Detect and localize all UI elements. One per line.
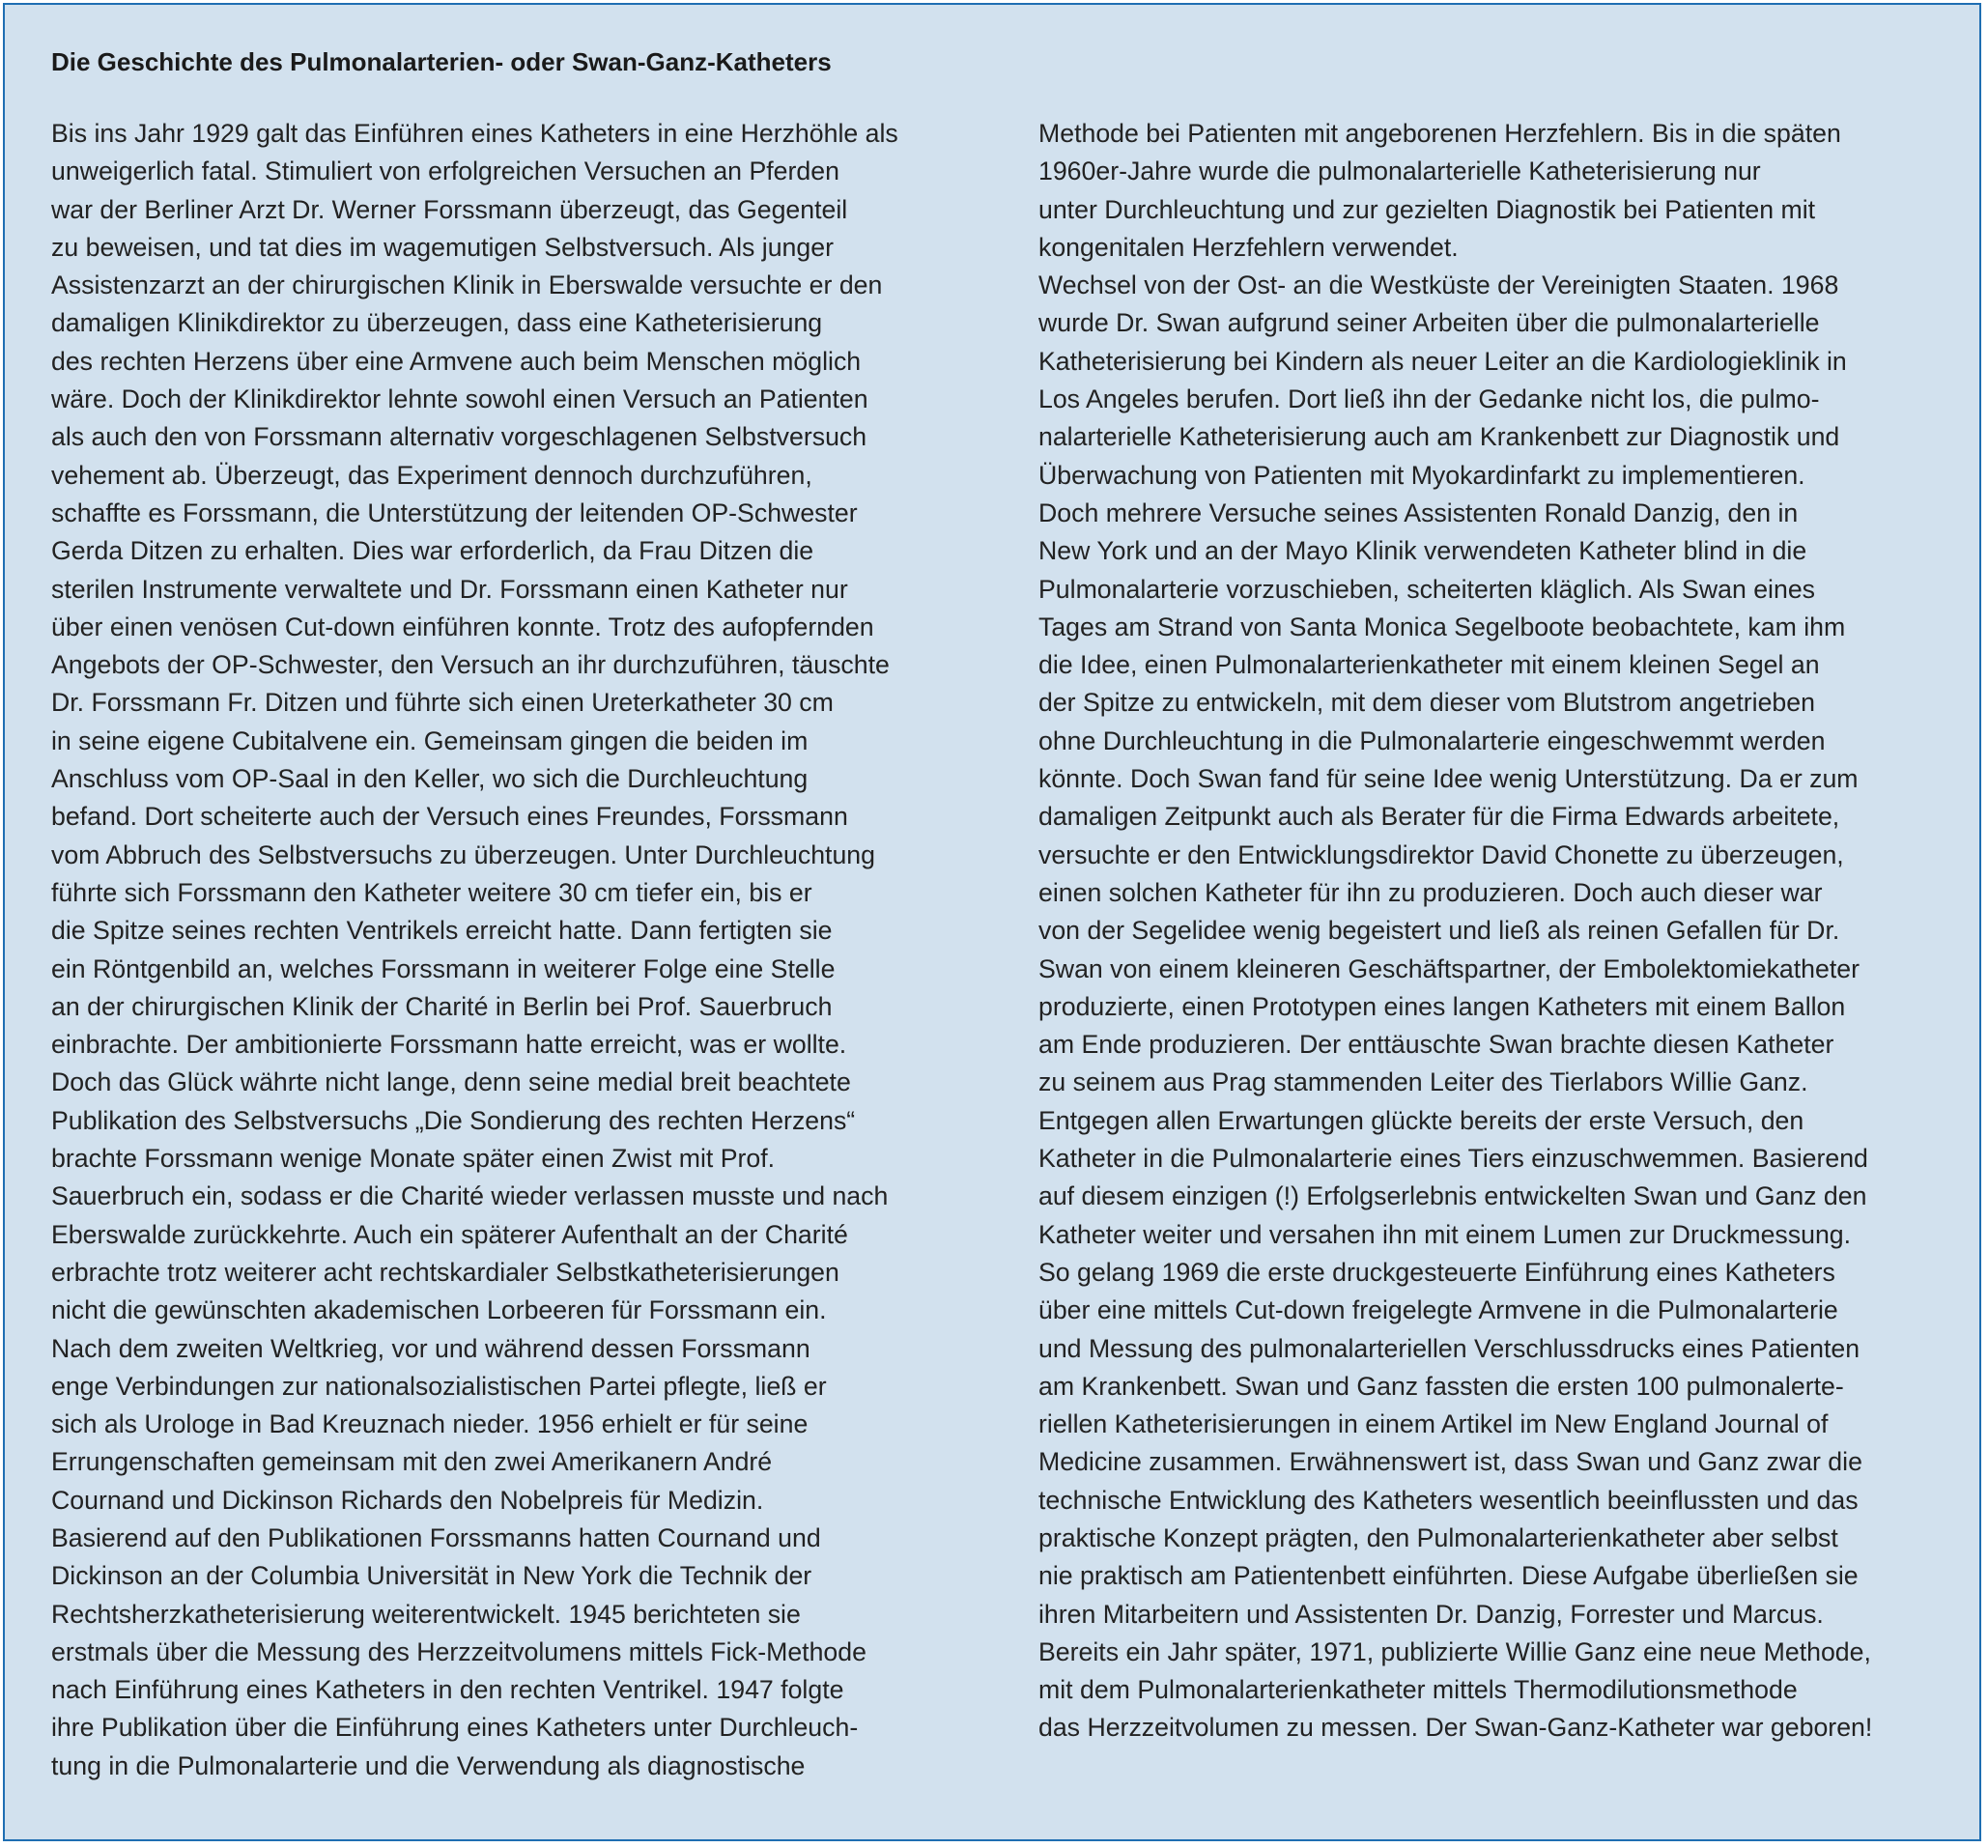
text-line: erstmals über die Messung des Herzzeitvolumens mittels Fick-Methode xyxy=(51,1636,866,1666)
text-line: einbrachte. Der ambitionierte Forssmann hatte erreicht, was er wollte. xyxy=(51,1030,847,1060)
text-line: unter Durchleuchtung und zur gezielten Diagnostik bei Patienten mit xyxy=(1038,194,1816,224)
text-line: So gelang 1969 die erste druckgesteuerte Einführung eines Katheters xyxy=(1038,1257,1835,1287)
text-line: produzierte, einen Prototypen eines langen Katheters mit einem Ballon xyxy=(1038,991,1846,1021)
text-line: über eine mittels Cut-down freigelegte Armvene in die Pulmonalarterie xyxy=(1038,1295,1838,1325)
text-line: Dr. Forssmann Fr. Ditzen und führte sich einen Ureterkatheter 30 cm xyxy=(51,688,834,718)
text-line: Swan von einem kleineren Geschäftspartner, der Embolektomiekatheter xyxy=(1038,953,1860,983)
text-line: Katheter in die Pulmonalarterie eines Tiers einzuschwemmen. Basierend xyxy=(1038,1144,1868,1174)
text-line: am Krankenbett. Swan und Ganz fassten die ersten 100 pulmonalerte- xyxy=(1038,1371,1844,1401)
text-line: kongenitalen Herzfehlern verwendet. xyxy=(1038,232,1459,262)
text-line: Nach dem zweiten Weltkrieg, vor und während dessen Forssmann xyxy=(51,1333,810,1363)
text-line: Katheterisierung bei Kindern als neuer Leiter an die Kardiologieklinik in xyxy=(1038,346,1847,376)
text-line: Anschluss vom OP-Saal in den Keller, wo sich die Durchleuchtung xyxy=(51,764,809,794)
text-line: zu beweisen, und tat dies im wagemutigen Selbstversuch. Als junger xyxy=(51,232,834,262)
text-line: Katheter weiter und versahen ihn mit einem Lumen zur Druckmessung. xyxy=(1038,1219,1852,1249)
text-line: ein Röntgenbild an, welches Forssmann in weiterer Folge eine Stelle xyxy=(51,953,836,983)
text-line: enge Verbindungen zur nationalsozialistischen Partei pflegte, ließ er xyxy=(51,1371,827,1401)
text-line: brachte Forssmann wenige Monate später einen Zwist mit Prof. xyxy=(51,1144,776,1174)
text-line: Pulmonalarterie vorzuschieben, scheiterten kläglich. Als Swan eines xyxy=(1038,574,1816,604)
text-line: zu seinem aus Prag stammenden Leiter des Tierlabors Willie Ganz. xyxy=(1038,1067,1808,1097)
text-line: einen solchen Katheter für ihn zu produzieren. Doch auch dieser war xyxy=(1038,877,1823,907)
text-line: riellen Katheterisierungen in einem Artikel im New England Journal of xyxy=(1038,1409,1829,1439)
text-line: Assistenzarzt an der chirurgischen Klinik in Eberswalde versuchte er den xyxy=(51,270,883,300)
text-line: versuchte er den Entwicklungsdirektor David Chonette zu überzeugen, xyxy=(1038,839,1844,869)
text-line: befand. Dort scheiterte auch der Versuch eines Freundes, Forssmann xyxy=(51,802,848,832)
text-line: Rechtsherzkatheterisierung weiterentwickelt. 1945 berichteten sie xyxy=(51,1599,801,1629)
history-info-box xyxy=(3,3,1981,1841)
text-line: damaligen Klinikdirektor zu überzeugen, dass eine Katheterisierung xyxy=(51,308,823,338)
text-line: die Idee, einen Pulmonalarterienkatheter mit einem kleinen Segel an xyxy=(1038,650,1820,680)
text-line: Eberswalde zurückkehrte. Auch ein späterer Aufenthalt an der Charité xyxy=(51,1219,848,1249)
text-line: 1960er-Jahre wurde die pulmonalarterielle Katheterisierung nur xyxy=(1038,156,1761,186)
text-line: nie praktisch am Patientenbett einführten. Diese Aufgabe überließen sie xyxy=(1038,1561,1859,1591)
text-line: praktische Konzept prägten, den Pulmonalarterienkatheter aber selbst xyxy=(1038,1522,1838,1552)
text-column-right xyxy=(1038,115,1966,1748)
text-line: am Ende produzieren. Der enttäuschte Swan brachte diesen Katheter xyxy=(1038,1030,1834,1060)
box-title: Die Geschichte des Pulmonalarterien- oder Swan-Ganz-Katheters xyxy=(51,47,832,76)
text-line: in seine eigene Cubitalvene ein. Gemeinsam gingen die beiden im xyxy=(51,725,809,755)
text-line: Bis ins Jahr 1929 galt das Einführen eines Katheters in eine Herzhöhle als xyxy=(51,119,898,148)
text-line: Publikation des Selbstversuchs „Die Sondierung des rechten Herzens“ xyxy=(51,1105,856,1135)
text-line: schaffte es Forssmann, die Unterstützung der leitenden OP-Schwester xyxy=(51,498,858,527)
text-line: Dickinson an der Columbia Universität in New York die Technik der xyxy=(51,1561,812,1591)
text-line: über einen venösen Cut-down einführen konnte. Trotz des aufopfernden xyxy=(51,611,874,641)
text-line: und Messung des pulmonalarteriellen Verschlussdrucks eines Patienten xyxy=(1038,1333,1860,1363)
text-line: der Spitze zu entwickeln, mit dem dieser vom Blutstrom angetrieben xyxy=(1038,688,1815,718)
text-line: war der Berliner Arzt Dr. Werner Forssmann überzeugt, das Gegenteil xyxy=(51,194,848,224)
text-line: die Spitze seines rechten Ventrikels erreicht hatte. Dann fertigten sie xyxy=(51,916,833,946)
text-line: technische Entwicklung des Katheters wesentlich beeinflussten und das xyxy=(1038,1485,1859,1515)
text-line: Methode bei Patienten mit angeborenen Herzfehlern. Bis in die späten xyxy=(1038,119,1841,148)
text-line: des rechten Herzens über eine Armvene auch beim Menschen möglich xyxy=(51,346,862,376)
text-line: sich als Urologe in Bad Kreuznach nieder. 1956 erhielt er für seine xyxy=(51,1409,809,1439)
text-line: führte sich Forssmann den Katheter weitere 30 cm tiefer ein, bis er xyxy=(51,877,812,907)
text-line: Errungenschaften gemeinsam mit den zwei Amerikanern André xyxy=(51,1447,773,1477)
text-line: wäre. Doch der Klinikdirektor lehnte sowohl einen Versuch an Patienten xyxy=(51,384,868,414)
text-line: Entgegen allen Erwartungen glückte bereits der erste Versuch, den xyxy=(1038,1105,1804,1135)
text-line: tung in die Pulmonalarterie und die Verwendung als diagnostische xyxy=(51,1750,806,1780)
text-line: Doch mehrere Versuche seines Assistenten Ronald Danzig, den in xyxy=(1038,498,1799,527)
text-line: von der Segelidee wenig begeistert und ließ als reinen Gefallen für Dr. xyxy=(1038,916,1840,946)
text-line: sterilen Instrumente verwaltete und Dr. Forssmann einen Katheter nur xyxy=(51,574,848,604)
text-line: Tages am Strand von Santa Monica Segelboote beobachtete, kam ihm xyxy=(1038,611,1846,641)
text-line: Wechsel von der Ost- an die Westküste der Vereinigten Staaten. 1968 xyxy=(1038,270,1839,300)
text-line: mit dem Pulmonalarterienkatheter mittels Thermodilutionsmethode xyxy=(1038,1675,1798,1705)
text-line: erbrachte trotz weiterer acht rechtskardialer Selbstkatheterisierungen xyxy=(51,1257,839,1287)
text-column-left xyxy=(51,115,979,1785)
text-line: Gerda Ditzen zu erhalten. Dies war erforderlich, da Frau Ditzen die xyxy=(51,536,814,566)
text-line: Los Angeles berufen. Dort ließ ihn der Gedanke nicht los, die pulmo- xyxy=(1038,384,1820,414)
text-line: vom Abbruch des Selbstversuchs zu überzeugen. Unter Durchleuchtung xyxy=(51,839,875,869)
text-line: an der chirurgischen Klinik der Charité in Berlin bei Prof. Sauerbruch xyxy=(51,991,833,1021)
text-line: ohne Durchleuchtung in die Pulmonalarterie eingeschwemmt werden xyxy=(1038,725,1826,755)
text-line: nach Einführung eines Katheters in den rechten Ventrikel. 1947 folgte xyxy=(51,1675,844,1705)
text-line: auf diesem einzigen (!) Erfolgserlebnis entwickelten Swan und Ganz den xyxy=(1038,1181,1867,1211)
text-line: Basierend auf den Publikationen Forssmanns hatten Cournand und xyxy=(51,1522,821,1552)
text-line: Medicine zusammen. Erwähnenswert ist, dass Swan und Ganz zwar die xyxy=(1038,1447,1862,1477)
text-line: ihre Publikation über die Einführung eines Katheters unter Durchleuch- xyxy=(51,1713,859,1743)
text-line: nalarterielle Katheterisierung auch am Krankenbett zur Diagnostik und xyxy=(1038,422,1840,452)
text-line: New York und an der Mayo Klinik verwendeten Katheter blind in die xyxy=(1038,536,1807,566)
text-line: damaligen Zeitpunkt auch als Berater für die Firma Edwards arbeitete, xyxy=(1038,802,1840,832)
text-line: könnte. Doch Swan fand für seine Idee wenig Unterstützung. Da er zum xyxy=(1038,764,1859,794)
text-line: wurde Dr. Swan aufgrund seiner Arbeiten über die pulmonalarterielle xyxy=(1038,308,1820,338)
text-line: als auch den von Forssmann alternativ vorgeschlagenen Selbstversuch xyxy=(51,422,867,452)
text-line: Sauerbruch ein, sodass er die Charité wieder verlassen musste und nach xyxy=(51,1181,889,1211)
text-line: Angebots der OP-Schwester, den Versuch an ihr durchzuführen, täuschte xyxy=(51,650,890,680)
text-line: nicht die gewünschten akademischen Lorbeeren für Forssmann ein. xyxy=(51,1295,827,1325)
text-line: das Herzzeitvolumen zu messen. Der Swan-Ganz-Katheter war geboren! xyxy=(1038,1713,1873,1743)
text-line: ihren Mitarbeitern und Assistenten Dr. Danzig, Forrester und Marcus. xyxy=(1038,1599,1824,1629)
text-line: unweigerlich fatal. Stimuliert von erfolgreichen Versuchen an Pferden xyxy=(51,156,839,186)
text-line: Bereits ein Jahr später, 1971, publizierte Willie Ganz eine neue Methode, xyxy=(1038,1636,1871,1666)
text-line: Doch das Glück währte nicht lange, denn seine medial breit beachtete xyxy=(51,1067,851,1097)
text-line: vehement ab. Überzeugt, das Experiment dennoch durchzuführen, xyxy=(51,460,812,490)
text-line: Cournand und Dickinson Richards den Nobelpreis für Medizin. xyxy=(51,1485,764,1515)
text-line: Überwachung von Patienten mit Myokardinfarkt zu implementieren. xyxy=(1038,460,1805,490)
